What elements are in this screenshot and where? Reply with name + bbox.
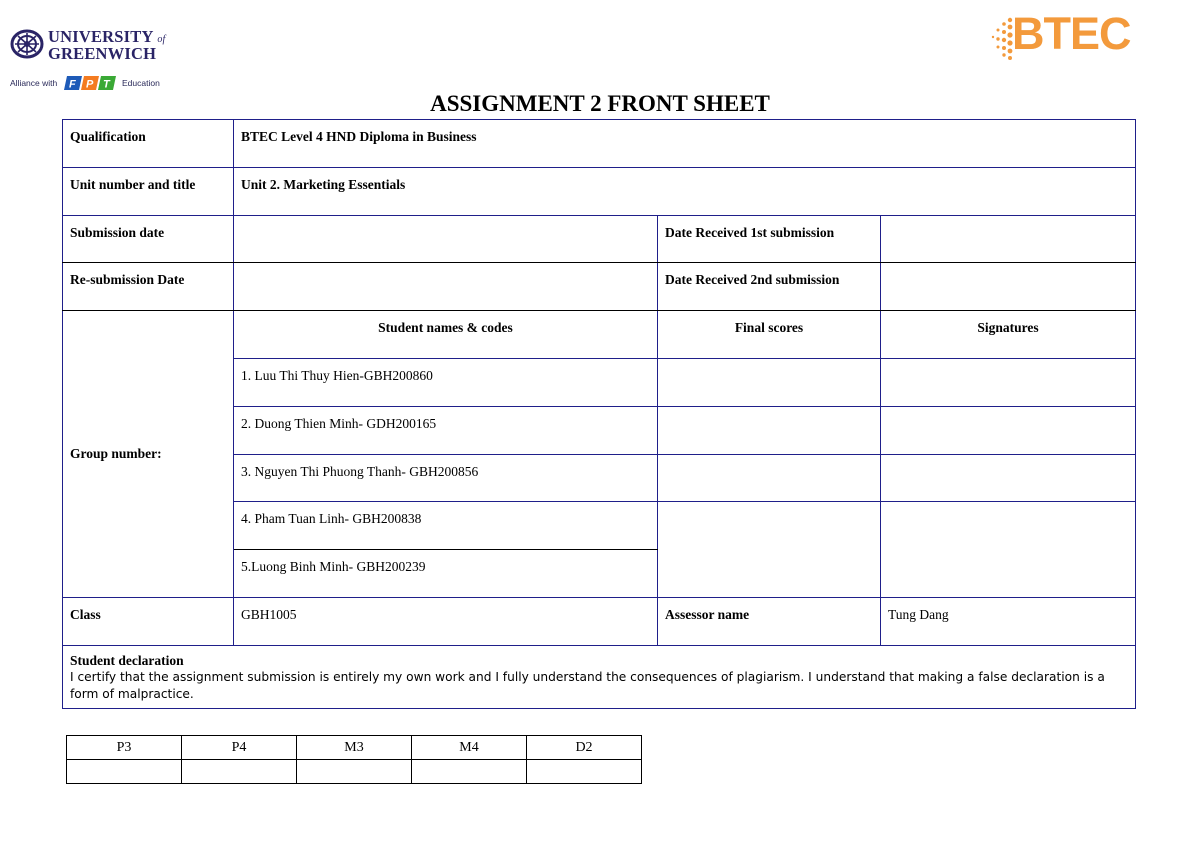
grade-header-row (67, 736, 642, 760)
grade-header-d2: D2 (527, 736, 642, 760)
university-name (48, 27, 166, 63)
scores-column-header: Final scores (658, 311, 881, 359)
student-name: 1. Luu Thi Thuy Hien-GBH200860 (234, 358, 658, 406)
declaration-row (63, 645, 1136, 708)
grade-value-p3[interactable] (67, 760, 182, 784)
student-score-field[interactable] (658, 502, 881, 598)
grade-criteria-table (66, 735, 642, 784)
greenwich-crest-icon (10, 29, 44, 59)
student-declaration (63, 645, 1136, 708)
grade-value-p4[interactable] (182, 760, 297, 784)
alliance-prefix: Alliance with (10, 78, 58, 88)
university-of-greenwich-logo (10, 27, 170, 61)
alliance-suffix: Education (122, 78, 160, 88)
class-value: GBH1005 (234, 597, 658, 645)
student-score-field[interactable] (658, 454, 881, 502)
student-name: 3. Nguyen Thi Phuong Thanh- GBH200856 (234, 454, 658, 502)
qualification-row (63, 120, 1136, 168)
grade-header-m4: M4 (412, 736, 527, 760)
students-column-header: Student names & codes (234, 311, 658, 359)
declaration-text: I certify that the assignment submission is entirely my own work and I fully understand the consequences of plagiarism. I understand that making a false declaration is a form of malpractice. (70, 669, 1105, 701)
student-score-field[interactable] (658, 406, 881, 454)
unit-label: Unit number and title (63, 167, 234, 215)
grade-value-m4[interactable] (412, 760, 527, 784)
qualification-value: BTEC Level 4 HND Diploma in Business (234, 120, 1136, 168)
university-line2: GREENWICH (48, 44, 157, 63)
grade-value-m3[interactable] (297, 760, 412, 784)
btec-wordmark: BTEC (1012, 8, 1131, 59)
student-signature-field[interactable] (881, 358, 1136, 406)
student-signature-field[interactable] (881, 502, 1136, 598)
class-row (63, 597, 1136, 645)
group-header-row (63, 311, 1136, 359)
grade-header-p4: P4 (182, 736, 297, 760)
unit-value: Unit 2. Marketing Essentials (234, 167, 1136, 215)
unit-row (63, 167, 1136, 215)
grade-header-m3: M3 (297, 736, 412, 760)
student-name: 2. Duong Thien Minh- GDH200165 (234, 406, 658, 454)
university-line1: UNIVERSITY (48, 27, 153, 46)
class-label: Class (63, 597, 234, 645)
qualification-label: Qualification (63, 120, 234, 168)
received1-label: Date Received 1st submission (658, 215, 881, 263)
assessor-label: Assessor name (658, 597, 881, 645)
page-title: ASSIGNMENT 2 FRONT SHEET (430, 91, 770, 116)
assessor-value: Tung Dang (881, 597, 1136, 645)
resubmission-row (63, 263, 1136, 311)
received2-field[interactable] (881, 263, 1136, 311)
student-name: 4. Pham Tuan Linh- GBH200838 (234, 502, 658, 550)
student-name: 5.Luong Binh Minh- GBH200239 (234, 550, 658, 598)
svg-text:T: T (103, 78, 110, 91)
declaration-title: Student declaration (70, 652, 184, 668)
grade-value-row (67, 760, 642, 784)
signatures-column-header: Signatures (881, 311, 1136, 359)
resubmission-date-field[interactable] (234, 263, 658, 311)
btec-logo (990, 8, 1140, 62)
submission-date-label: Submission date (63, 215, 234, 263)
grade-header-p3: P3 (67, 736, 182, 760)
student-signature-field[interactable] (881, 454, 1136, 502)
university-of: of (157, 34, 166, 45)
submission-date-field[interactable] (234, 215, 658, 263)
received1-field[interactable] (881, 215, 1136, 263)
grade-value-d2[interactable] (527, 760, 642, 784)
submission-row (63, 215, 1136, 263)
fpt-logo-icon (64, 74, 118, 92)
front-sheet-table (62, 119, 1136, 709)
svg-text:F: F (69, 78, 76, 91)
resubmission-date-label: Re-submission Date (63, 263, 234, 311)
group-number-label: Group number: (63, 311, 234, 598)
svg-text:P: P (86, 78, 94, 91)
student-signature-field[interactable] (881, 406, 1136, 454)
received2-label: Date Received 2nd submission (658, 263, 881, 311)
student-score-field[interactable] (658, 358, 881, 406)
